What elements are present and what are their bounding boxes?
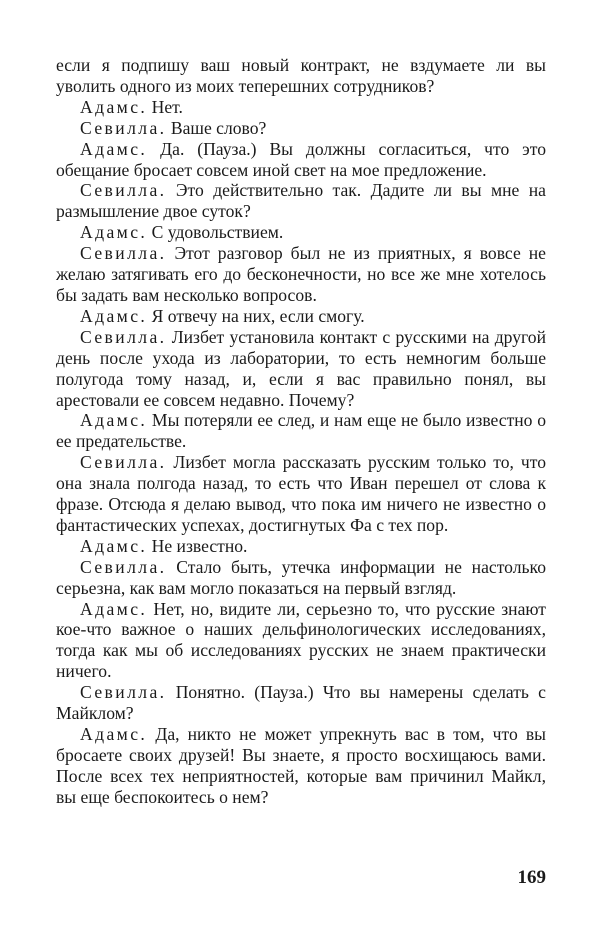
paragraph: [56, 410, 546, 452]
paragraph-text: Ваше слово?: [166, 117, 267, 138]
paragraph-text: Да, никто не может упрекнуть вас в том, что вы бросаете своих друзей! Вы знаете, я просто восхищаюсь вами. После всех тех неприятностей, которые вам причинил Майкл, вы еще беспокоитесь о нем?: [56, 724, 546, 807]
paragraph: [56, 222, 546, 243]
speaker-name: Севилла.: [80, 682, 167, 703]
paragraph-text: Этот разговор был не из приятных, я вовсе не желаю затягивать его до бесконечности, но все же мне хотелось бы задать вам несколько вопросов.: [56, 243, 546, 305]
speaker-name: Севилла.: [80, 556, 167, 577]
paragraph: [56, 180, 546, 222]
speaker-name: Севилла.: [80, 326, 167, 347]
speaker-name: Севилла.: [80, 243, 167, 264]
paragraph-text: Это действительно так. Дадите ли вы мне на размышление двое суток?: [56, 180, 546, 222]
paragraph-text: Да. (Пауза.) Вы должны согласиться, что это обещание бросает совсем иной свет на мое предложение.: [56, 138, 546, 180]
paragraph: [56, 452, 546, 536]
paragraph: [56, 118, 546, 139]
paragraph: [56, 55, 546, 97]
paragraph-text: Не известно.: [147, 535, 248, 556]
paragraph-text: С удовольствием.: [147, 222, 284, 243]
paragraph: [56, 243, 546, 306]
paragraph-text: если я подпишу ваш новый контракт, не вздумаете ли вы уволить одного из моих теперешних сотрудников?: [56, 55, 546, 96]
paragraph-text: Понятно. (Пауза.) Что вы намерены сделать с Майклом?: [56, 682, 546, 724]
paragraph: [56, 557, 546, 599]
speaker-name: Адамс.: [80, 305, 148, 326]
speaker-name: Адамс.: [80, 138, 148, 159]
paragraph-text: Нет, но, видите ли, серьезно то, что русские знают кое-что важное о наших дельфинологических исследованиях, тогда как мы об исследованиях русских не знаем практически ничего.: [56, 598, 546, 682]
paragraph-text: Стало быть, утечка информации не настолько серьезна, как вам могло показаться на первый взгляд.: [56, 556, 546, 598]
paragraph-text: Лизбет установила контакт с русскими на другой день после ухода из лаборатории, то есть немногим больше полугода тому назад, и, если я вас правильно понял, вы арестовали ее совсем недавно. Почему?: [56, 326, 546, 410]
paragraph: [56, 724, 546, 808]
paragraph: [56, 599, 546, 683]
paragraph: [56, 306, 546, 327]
speaker-name: Адамс.: [80, 222, 148, 243]
paragraph-text: Мы потеряли ее след, и нам еще не было известно о ее предательстве.: [56, 410, 546, 452]
paragraph: [56, 97, 546, 118]
paragraph-text: Я отвечу на них, если смогу.: [147, 305, 365, 326]
paragraph: [56, 327, 546, 411]
paragraph: [56, 536, 546, 557]
speaker-name: Севилла.: [80, 117, 167, 138]
page-number: 169: [517, 867, 546, 888]
paragraph: [56, 682, 546, 724]
speaker-name: Адамс.: [80, 598, 148, 619]
speaker-name: Адамс.: [80, 724, 148, 744]
page-text: [56, 55, 546, 808]
paragraph-text: Лизбет могла рассказать русским только то, что она знала полгода назад, то есть что Иван перешел от слова к фразе. Отсюда я делаю вывод, что пока им ничего не известно о фантастических успехах, достигнутых Фа с тех пор.: [56, 452, 546, 535]
paragraph: [56, 139, 546, 181]
speaker-name: Севилла.: [80, 180, 167, 201]
speaker-name: Адамс.: [80, 410, 148, 431]
speaker-name: Севилла.: [80, 452, 167, 473]
paragraph-text: Нет.: [147, 96, 183, 117]
speaker-name: Адамс.: [80, 535, 148, 556]
speaker-name: Адамс.: [80, 96, 148, 117]
